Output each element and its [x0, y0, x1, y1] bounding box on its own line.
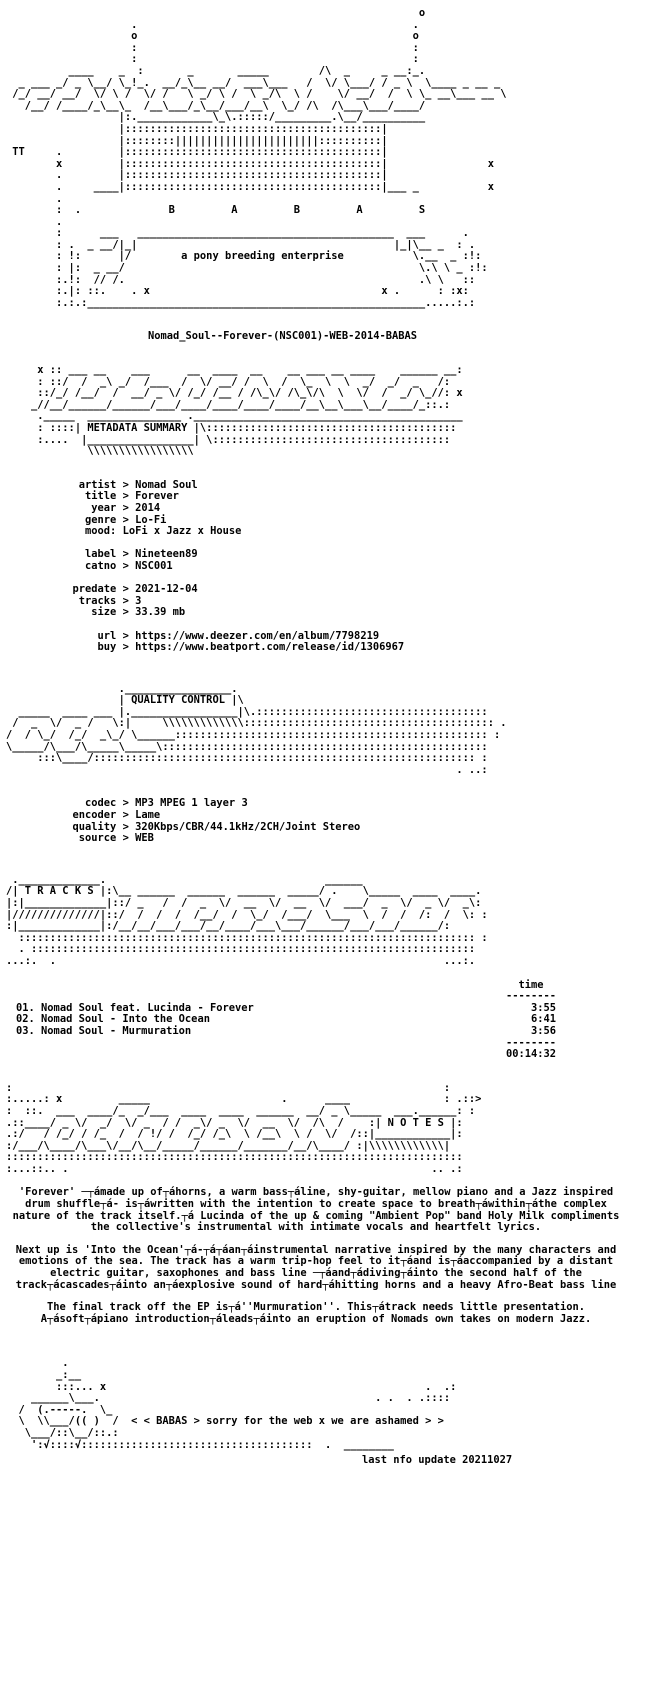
- ascii-line: o: [6, 8, 426, 19]
- tracklist-total: 00:14:32: [505, 1048, 556, 1061]
- ascii-line: / / \_/ /_/ _\_/ \______:::::::::::::::::::::::::::::::::::::::::::::::::: :: [6, 729, 501, 742]
- ascii-line: :...::.. . .. .:: [6, 1162, 463, 1175]
- ascii-line: ._________________.: [6, 683, 238, 695]
- ascii-line: ::/_/ /__/ / __/ _ \/ /_/ /__ / /\_\/ /\_\/\ \ \/ / _/ \_//: x: [6, 387, 463, 400]
- ascii-line: _//__/______/______/___/____/____/____/____/__\__\___\__/____/_::.:: [6, 398, 451, 411]
- tracks-art: [6, 875, 642, 968]
- ascii-line: : :: [6, 41, 419, 54]
- metadata-url: url > https://www.deezer.com/en/album/7798219: [97, 629, 380, 642]
- ascii-line: ::::::::::::::::::::::::::::::::::::::::::::::::::::::::::::::::::::::::: :: [6, 931, 488, 944]
- ascii-line: :.:.:______________________________________________________.....:.:: [6, 296, 476, 309]
- ascii-line: :.....: x _____ . ____ : .::>: [6, 1093, 482, 1106]
- tracklist: [6, 980, 556, 1061]
- ascii-line: o o: [6, 30, 419, 43]
- ascii-line: :::\____/::::::::::::::::::::::::::::::::::::::::::::::::::::::::::::: :: [6, 752, 488, 765]
- metadata-year: year > 2014: [91, 501, 161, 514]
- ascii-line: ...:. . ...:.: [6, 954, 476, 967]
- ascii-line: /| T R A C K S |:\__ ______ ______ ______ _____/ . \_____ ____ ____.: [6, 885, 482, 898]
- ascii-line: /_/ __/ __/ \/ \ / \/ / \ _/ \ / \ _/\ \ / \/ __/ / \ \_ __\___ __ \: [6, 88, 507, 101]
- ascii-line: :.... |_________________| \::::::::::::::::::::::::::::::::::::::: [6, 433, 451, 446]
- metadata-catno: catno > NSC001: [85, 559, 173, 572]
- quality-encoder: encoder > Lame: [72, 809, 161, 822]
- ascii-line: : !: |/ a pony breeding enterprise \.__ _ :!:: [6, 250, 482, 263]
- ascii-line: \\\\\\\\\\\\\\\\\: [6, 445, 194, 458]
- ascii-line: ____ _ : _ _____ /\ _ _ __:_.: [6, 64, 426, 77]
- quality-fields: [6, 798, 642, 844]
- quality-codec: codec > MP3 MPEG 1 layer 3: [85, 797, 248, 810]
- metadata-artist: artist > Nomad Soul: [78, 478, 198, 491]
- ascii-line: : :: [6, 53, 419, 66]
- ascii-line: ':√::::√::::::::::::::::::::::::::::::::::::: . ________: [6, 1438, 394, 1451]
- deezer-link[interactable]: https://www.deezer.com/en/album/7798219: [135, 629, 380, 642]
- ascii-line: : . B A B A S: [6, 204, 426, 217]
- notes-paragraph-forever: 'Forever' ─┬ámade up of┬áhorns, a warm bass┬áline, shy-guitar, mellow piano and a Jazz inspired drum shuffle┬á- is┬áwritten with the intention to create space to breath┬áwithin┬áthe complex nature of the track itself.┬á Lucinda of the up & coming "Ambient Pop" band Holy Milk compliments the collective's instrumental with intimate vocals and heartfelt lyrics.: [12, 1186, 620, 1234]
- ascii-line: _____ ____ ___ |._________________|\.:::::::::::::::::::::::::::::::::::::: [6, 705, 488, 718]
- ascii-line: .:/ / /_/ / /_ / / !/ / /_/ /_\ \ /__\ \ / \/ /::|____________|:: [6, 1128, 463, 1141]
- ascii-line: x :: ___ __ ___ __ ____ __ __ ___ __ ____ ______ __:: [6, 365, 463, 377]
- ascii-line: /__/ /____/_\__\_ /__\___/_\__/___/__\ \_/ /\ /\___\___/____/: [6, 99, 426, 112]
- release-title: Nomad_Soul--Forever-(NSC001)-WEB-2014-BABAS: [148, 331, 417, 343]
- metadata-title: title > Forever: [85, 490, 179, 503]
- ascii-line: :::::::::::::::::::::::::::::::::::::::::::::::::::::::::::::::::::::::::: [6, 1151, 463, 1164]
- nfo-document: [6, 8, 642, 1467]
- ascii-line: . .: [6, 18, 419, 31]
- metadata-fields: [6, 480, 642, 654]
- ascii-line: _ ___ _/ _ \__/ \_!_. __/_\__ __/ ___\___ / \/ \___/ / _ \ \____ _ __ _: [6, 76, 501, 89]
- ascii-line: _:__: [6, 1369, 82, 1381]
- ascii-line: ._____________. ______: [6, 874, 363, 886]
- quality-control-art: [6, 684, 642, 777]
- ascii-line: .: [6, 192, 63, 205]
- track-row: 03. Nomad Soul - Murmuration 3:56: [16, 1024, 556, 1037]
- ascii-line: : ::. ___ ____/_ _/___ ____ ____ ______ __/ _ \_____ ___.______: :: [6, 1104, 476, 1117]
- ascii-line: |:::::::::::::::::::::::::::::::::::::::::|: [6, 122, 388, 135]
- ascii-line: / (.-----. \_: [6, 1403, 113, 1416]
- ascii-line: ._____ _______________ .___________________________________________: [6, 410, 463, 423]
- beatport-link[interactable]: https://www.beatport.com/release/id/1306967: [135, 641, 405, 654]
- ascii-line: :.|: ::. . x x . : :x:: [6, 285, 469, 298]
- ascii-line: : ::/ / _\ _/ /___ / \/ __/ / \ / \_ \ \ _/ _/ _ /:: [6, 375, 451, 388]
- ascii-line: : . _ __/|_| |_|\__ _ : .: [6, 238, 476, 251]
- ascii-line: :/___/\____/\___\/__/\__/_____/______/_______/__/\____/ :|\\\\\\\\\\\\|: [6, 1139, 451, 1152]
- ascii-line: : ::::| METADATA SUMMARY |\::::::::::::::::::::::::::::::::::::::::: [6, 422, 457, 434]
- ascii-line: \_____/\___/\_____\_____\::::::::::::::::::::::::::::::::::::::::::::::::::::: [6, 740, 488, 753]
- ascii-line: . ____|:::::::::::::::::::::::::::::::::::::::::|___ _ x: [6, 180, 494, 193]
- ascii-line: . :::::::::::::::::::::::::::::::::::::::::::::::::::::::::::::::::::::::: [6, 943, 476, 956]
- last-update: last nfo update 20211027: [362, 1454, 513, 1467]
- ascii-line: .: [6, 1358, 69, 1370]
- ascii-line: :.!: // /. .\ \ ::: [6, 273, 476, 286]
- metadata-genre: genre > Lo-Fi: [85, 513, 167, 526]
- notes-art: [6, 1083, 642, 1176]
- ascii-line: TT . |:::::::::::::::::::::::::::::::::::::::::|: [6, 146, 388, 159]
- ascii-line: .::____/ _ \/ _/ \/ _ / / _\/ _ \/ __ \/ /\ / :| N O T E S |:: [6, 1116, 463, 1129]
- footer-art: [6, 1358, 642, 1451]
- tracklist-rule-top: --------: [505, 990, 556, 1003]
- ascii-line: |//////////////|::/ / / / /__/ / \_/ /___/ \___ \ / / /: / \: :: [6, 908, 488, 921]
- ascii-line: / _ \/ _ / \:| \\\\\\\\\\\\\:::::::::::::::::::::::::::::::::::::::: .: [6, 717, 507, 730]
- ascii-line: x |:::::::::::::::::::::::::::::::::::::::::| x: [6, 157, 494, 170]
- track-row: 02. Nomad Soul - Into the Ocean 6:41: [16, 1013, 556, 1026]
- ascii-line: : :: [6, 1082, 451, 1094]
- metadata-predate: predate > 2021-12-04: [72, 583, 198, 596]
- tracklist-time-header: time: [518, 978, 544, 991]
- ascii-line: :|_____________|:/__/__/___/___/__/____/___\___/______/___/___/______/:: [6, 920, 451, 933]
- ascii-line: |::::::::|||||||||||||||||||||||::::::::::|: [6, 134, 388, 147]
- metadata-buy: buy > https://www.beatport.com/release/id/1306967: [97, 641, 405, 654]
- metadata-summary-art: [6, 365, 642, 458]
- metadata-size: size > 33.39 mb: [91, 606, 186, 619]
- ascii-line: : |: _ __/ \.\ \ _ :!:: [6, 262, 488, 275]
- ascii-line: :::... x . .:: [6, 1380, 457, 1393]
- notes-paragraph-murmuration: The final track off the EP is┬á''Murmuration''. This┬átrack needs little presentation. A┬ásoft┬ápiano introduction┬áleads┬áinto an eruption of Nomads own takes on modern Jazz.: [40, 1301, 592, 1325]
- ascii-line: |:|_____________|::/ _ / / _ \/ __ \/ __ \/ ___/ _ \/ _ \/ _\:: [6, 897, 482, 909]
- ascii-line: \___/::\__/::.:: [6, 1426, 119, 1439]
- ascii-line: |:.____________\_\.:::::/_________.\__/__________: [6, 111, 426, 124]
- notes-paragraph-into-the-ocean: Next up is 'Into the Ocean'┬á-┬á┬áan┬áinstrumental narrative inspired by the many characters and emotions of the sea. The track has a warm trip-hop feel to it┬áand is┬áaccompanied by a distant electric guitar, saxophones and bass line ─┬áand┬ádiving┬áinto the second half of the track┬ácascades┬áinto an┬áexplosive sound of hard┬áhitting horns and a heavy Afro-Beat bass line: [15, 1243, 617, 1291]
- ascii-line: .: [6, 215, 63, 228]
- metadata-label: label > Nineteen89: [85, 548, 198, 561]
- ascii-line: \ \\___/(( ) / < < BABAS > sorry for the web x we are ashamed > >: [6, 1415, 444, 1428]
- babas-logo-art: [6, 8, 642, 309]
- quality-source: source > WEB: [78, 832, 154, 845]
- ascii-line: ______\___. . . . .::::: [6, 1392, 451, 1405]
- track-row: 01. Nomad Soul feat. Lucinda - Forever 3:55: [16, 1001, 556, 1014]
- ascii-line: : ___ _________________________________________ ___ .: [6, 227, 469, 240]
- ascii-line: | QUALITY CONTROL |\: [6, 694, 244, 707]
- tracklist-rule-bottom: --------: [505, 1036, 556, 1049]
- ascii-line: . ..:: [6, 763, 488, 776]
- quality-quality: quality > 320Kbps/CBR/44.1kHz/2CH/Joint Stereo: [72, 820, 361, 833]
- metadata-mood: mood: LoFi x Jazz x House: [85, 525, 242, 538]
- ascii-line: . |:::::::::::::::::::::::::::::::::::::::::|: [6, 169, 388, 182]
- notes: [6, 1187, 626, 1325]
- metadata-tracks: tracks > 3: [78, 594, 142, 607]
